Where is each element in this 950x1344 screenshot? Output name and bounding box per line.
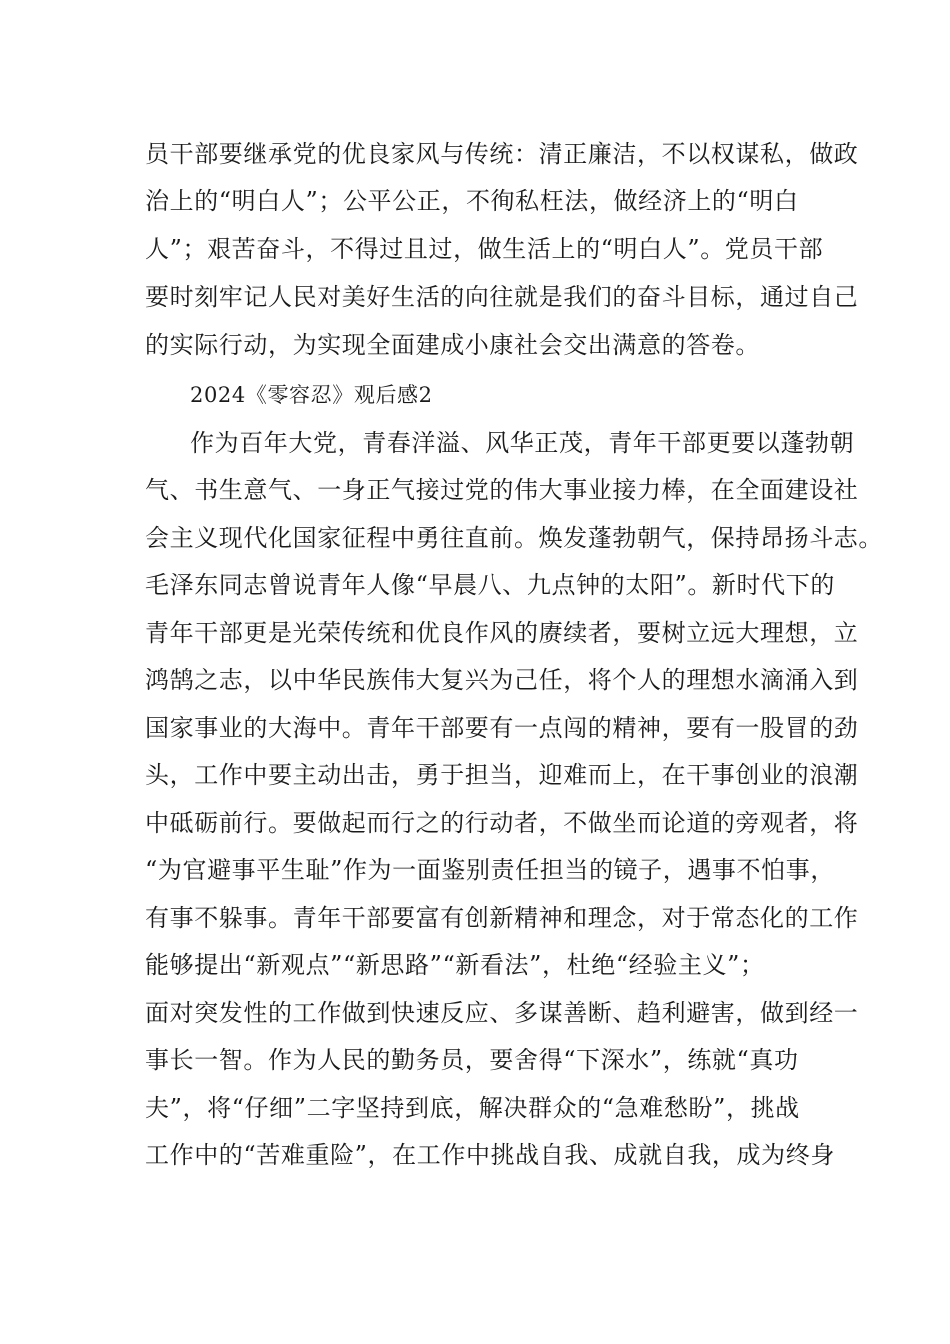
paragraph-line: 作为百年大党，青春洋溢、风华正茂，青年干部更要以蓬勃朝 (190, 429, 855, 457)
paragraph-line: 人”；艰苦奋斗，不得过且过，做生活上的“明白人”。党员干部 (145, 235, 824, 263)
paragraph-line: 的实际行动，为实现全面建成小康社会交出满意的答卷。 (145, 331, 760, 359)
paragraph-line: 治上的“明白人”；公平公正，不徇私枉法，做经济上的“明白 (145, 187, 799, 215)
paragraph-line: 青年干部更是光荣传统和优良作风的赓续者，要树立远大理想，立 (145, 619, 859, 647)
paragraph-line: 事长一智。作为人民的勤务员，要舍得“下深水”，练就“真功 (145, 1046, 799, 1074)
paragraph-line: 有事不躲事。青年干部要富有创新精神和理念，对于常态化的工作 (145, 904, 859, 932)
paragraph-line: 能够提出“新观点”“新思路”“新看法”，杜绝“经验主义”； (145, 951, 765, 979)
paragraph-line: 员干部要继承党的优良家风与传统：清正廉洁，不以权谋私，做政 (145, 140, 859, 168)
paragraph-line: 要时刻牢记人民对美好生活的向往就是我们的奋斗目标，通过自己 (145, 283, 859, 311)
paragraph-line: 夫”，将“仔细”二字坚持到底，解决群众的“急难愁盼”，挑战 (145, 1094, 800, 1122)
section-heading: 2024《零容忍》观后感2 (190, 383, 433, 407)
paragraph-line: 气、书生意气、一身正气接过党的伟大事业接力棒，在全面建设社 (145, 476, 859, 504)
paragraph-line: 会主义现代化国家征程中勇往直前。焕发蓬勃朝气，保持昂扬斗志。 (145, 524, 883, 552)
paragraph-line: 鸿鹄之志，以中华民族伟大复兴为己任，将个人的理想水滴涌入到 (145, 666, 859, 694)
paragraph-line: 工作中的“苦难重险”，在工作中挑战自我、成就自我，成为终身 (145, 1141, 835, 1169)
paragraph-line: 头，工作中要主动出击，勇于担当，迎难而上，在干事创业的浪潮 (145, 761, 859, 789)
paragraph-line: 面对突发性的工作做到快速反应、多谋善断、趋利避害，做到经一 (145, 999, 859, 1027)
paragraph-line: 中砥砺前行。要做起而行之的行动者，不做坐而论道的旁观者，将 (145, 809, 859, 837)
paragraph-line: 国家事业的大海中。青年干部要有一点闯的精神，要有一股冒的劲 (145, 714, 859, 742)
paragraph-line: “为官避事平生耻”作为一面鉴别责任担当的镜子，遇事不怕事， (145, 856, 835, 884)
paragraph-line: 毛泽东同志曾说青年人像“早晨八、九点钟的太阳”。新时代下的 (145, 571, 835, 599)
